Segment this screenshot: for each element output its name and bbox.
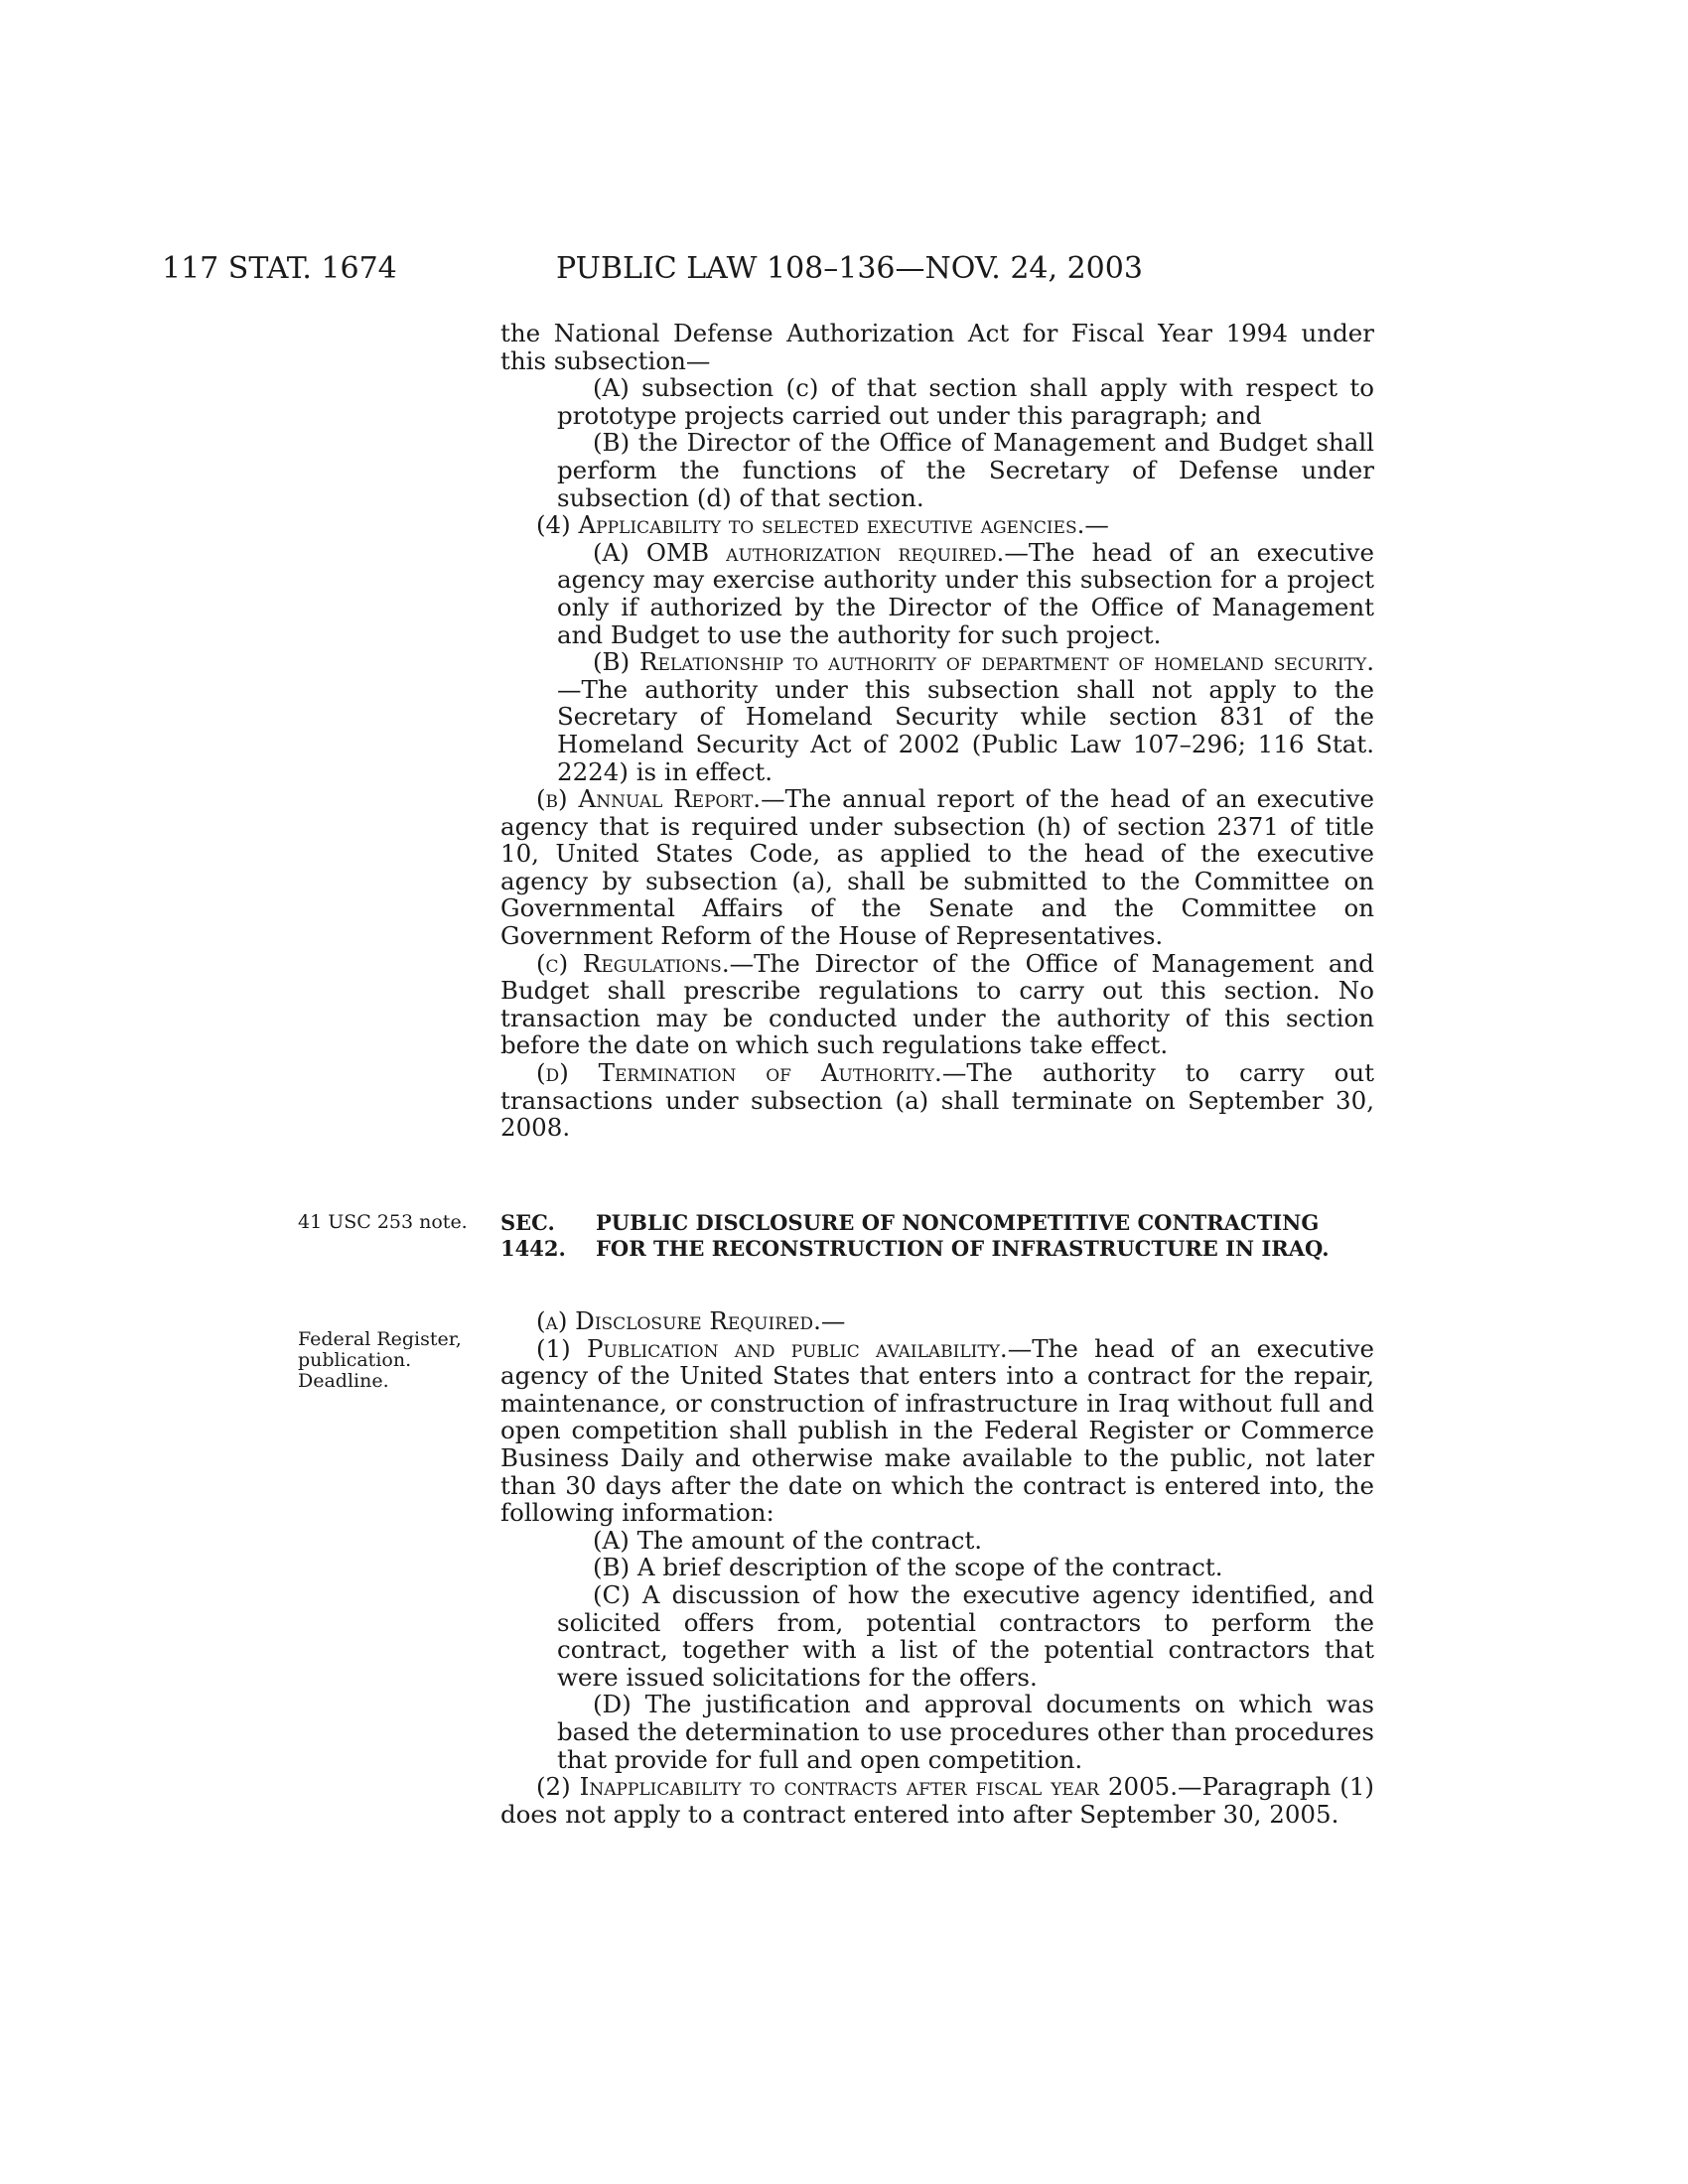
paragraph-text: —The head of an executive agency may exercise authority under this subsection for a project only if authorized by the Director of the Office of Management and Budget to use the authority for such project. bbox=[557, 537, 1374, 649]
paragraph-4-B bbox=[500, 648, 1374, 785]
paragraph-text: —The head of an executive agency of the United States that enters into a contract for the repair, maintenance, or construction of infrastructure in Iraq without full and open competition shall publish in the Federal Register or Commerce Business Daily and otherwise make available to the public, not later than 30 days after the date on which the contract is entered into, the following information: bbox=[500, 1333, 1374, 1528]
paragraph-heading: (2) Inapplicability to contracts after fiscal year 2005. bbox=[536, 1772, 1179, 1802]
paragraph-2 bbox=[500, 1773, 1374, 1828]
subsection-b bbox=[500, 785, 1374, 950]
paragraph-3-B: (B) the Director of the Office of Management and Budget shall perform the functions of the Secretary of Defense under subsection (d) of that section. bbox=[557, 428, 1374, 512]
paragraph-heading: (A) OMB authorization required. bbox=[593, 537, 1005, 567]
margin-note-line: Federal Register, bbox=[298, 1328, 462, 1350]
paragraph-text: —The authority under this subsection shall not apply to the Secretary of Homeland Security while section 831 of the Homeland Security Act of 2002 (Public Law 107–296; 116 Stat. 2224) is in effect. bbox=[557, 674, 1374, 786]
page-stat-citation: 117 STAT. 1674 bbox=[162, 251, 397, 286]
subsection-text: —The annual report of the head of an executive agency that is required under subsection (h) of section 2371 of title 10, United States Code, as applied to the head of the executive agency by subsection (a), shall be submitted to the Committee on Governmental Affairs of the Senate and the Committee on Government Reform of the House of Representatives. bbox=[500, 784, 1375, 951]
section-heading bbox=[500, 1210, 1376, 1262]
section-number: SEC. 1442. bbox=[500, 1210, 566, 1261]
section-title: PUBLIC DISCLOSURE OF NONCOMPETITIVE CONTRACTING FOR THE RECONSTRUCTION OF INFRASTRUCTURE IN IRAQ. bbox=[596, 1210, 1330, 1261]
subparagraph-D: (D) The justification and approval documents on which was based the determination to use procedures other than procedures that provide for full and open competition. bbox=[557, 1690, 1374, 1774]
margin-note-usc: 41 USC 253 note. bbox=[298, 1211, 468, 1233]
subparagraph-B: (B) A brief description of the scope of the contract. bbox=[593, 1553, 1223, 1582]
subsection-heading: (c) Regulations. bbox=[536, 948, 730, 978]
subsection-d bbox=[500, 1059, 1374, 1142]
paragraph-text: —Paragraph (1) does not apply to a contract entered into after September 30, 2005. bbox=[500, 1772, 1374, 1829]
paragraph-heading: (1) Publication and public availability. bbox=[536, 1333, 1008, 1363]
subsection-heading: (b) Annual Report. bbox=[536, 784, 762, 814]
subsection-a-heading: (a) Disclosure Required.— bbox=[536, 1306, 846, 1335]
margin-note-line: publication. bbox=[298, 1349, 412, 1371]
public-law-header: PUBLIC LAW 108–136—NOV. 24, 2003 bbox=[556, 251, 1143, 286]
body-text-lower bbox=[500, 1307, 1374, 1828]
margin-note-line: Deadline. bbox=[298, 1370, 389, 1392]
subsection-text: —The Director of the Office of Management and Budget shall prescribe regulations to carry out this section. No transaction may be conducted under the authority of this section before the date on which such regulations take effect. bbox=[500, 948, 1374, 1060]
body-text-upper bbox=[500, 320, 1374, 1142]
subsection-heading: (d) Termination of Authority. bbox=[536, 1058, 942, 1088]
subsection-c bbox=[500, 950, 1374, 1059]
paragraph-continuation: the National Defense Authorization Act for Fiscal Year 1994 under this subsection— bbox=[500, 319, 1374, 375]
paragraph-3-A: (A) subsection (c) of that section shall apply with respect to prototype projects carried out under this paragraph; and bbox=[557, 373, 1374, 430]
paragraph-heading: (B) Relationship to authority of department of homeland security. bbox=[593, 647, 1374, 677]
subparagraph-A: (A) The amount of the contract. bbox=[593, 1525, 983, 1555]
paragraph-1 bbox=[500, 1335, 1374, 1527]
margin-note-federal-register bbox=[298, 1329, 462, 1392]
paragraph-4-heading: (4) Applicability to selected executive agencies.— bbox=[536, 510, 1109, 540]
subparagraph-C: (C) A discussion of how the executive agency identified, and solicited offers from, potential contractors to perform the contract, together with a list of the potential contractors that were issued solicitations for the offers. bbox=[557, 1579, 1374, 1692]
subsection-text: —The authority to carry out transactions under subsection (a) shall terminate on September 30, 2008. bbox=[500, 1058, 1375, 1143]
paragraph-4-A bbox=[500, 539, 1374, 648]
